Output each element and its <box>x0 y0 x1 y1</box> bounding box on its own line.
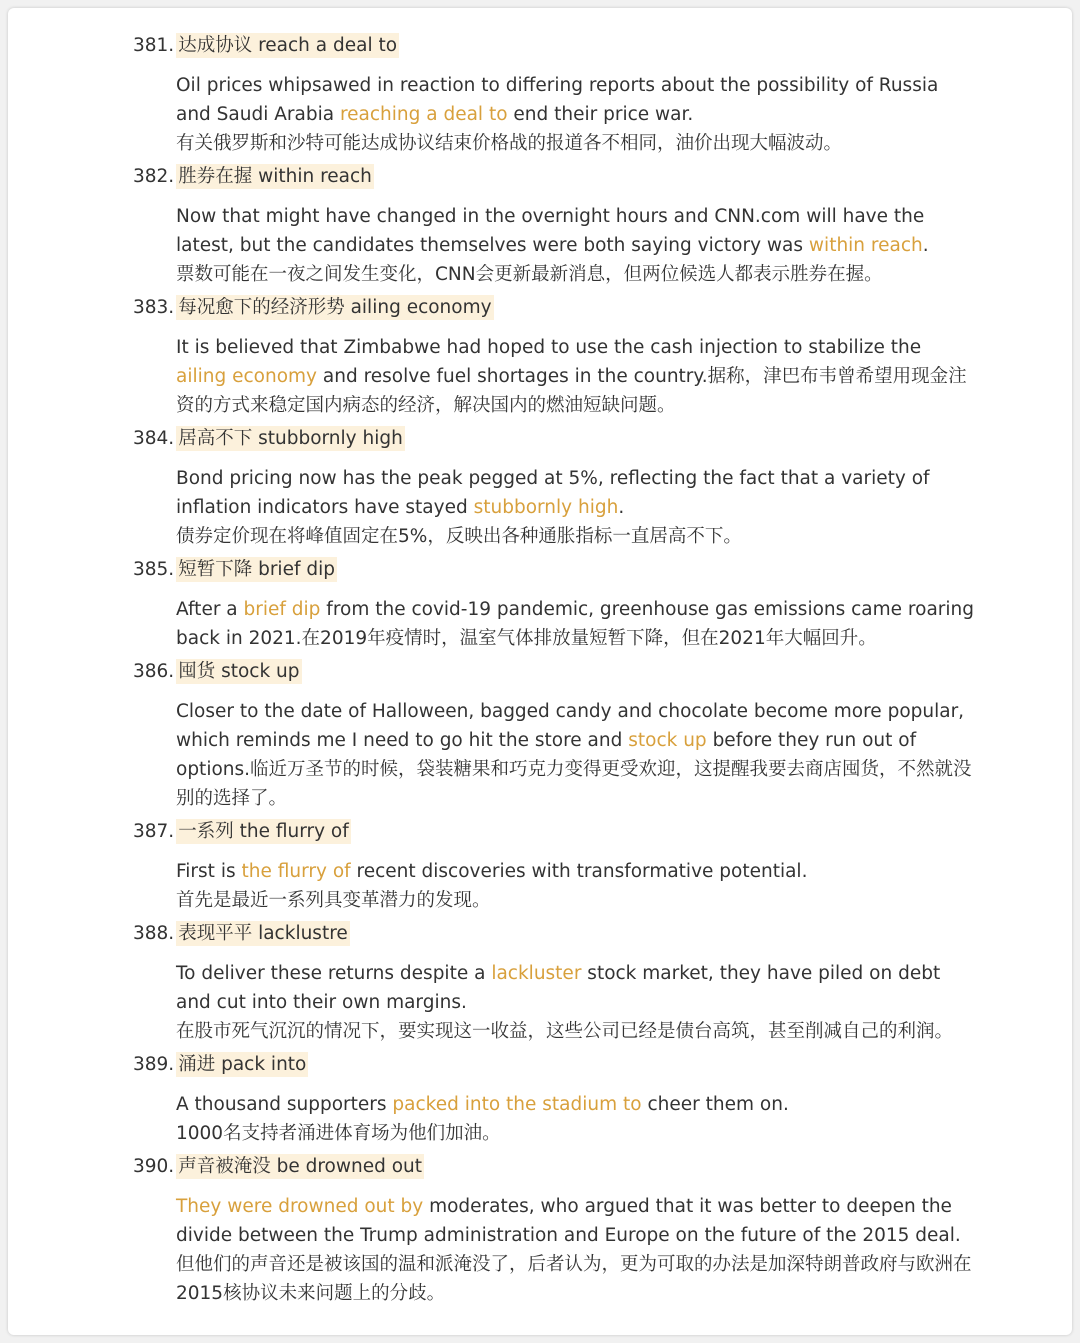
entry-heading <box>8 920 1072 954</box>
entry-term: 短暂下降 brief dip <box>178 559 335 580</box>
vocab-entry <box>8 1051 1072 1148</box>
vocab-entry <box>8 425 1072 551</box>
entry-heading <box>8 425 1072 459</box>
entry-body <box>8 333 976 420</box>
entry-body <box>8 71 976 158</box>
chinese-translation: 在股市死气沉沉的情况下，要实现这一收益，这些公司已经是债台高筑，甚至削减自己的利润。 <box>176 1021 954 1042</box>
entry-body <box>8 697 976 813</box>
entry-term: 表现平平 lacklustre <box>178 923 348 944</box>
example-sentence <box>176 464 976 522</box>
entry-number: 383. <box>133 297 175 318</box>
chinese-translation: 1000名支持者涌进体育场为他们加油。 <box>176 1123 501 1144</box>
entry-number: 388. <box>133 923 175 944</box>
sentence-text: end their price war. <box>507 104 694 125</box>
entry-number: 389. <box>133 1054 175 1075</box>
entry-heading <box>8 32 1072 66</box>
entry-heading <box>8 658 1072 692</box>
entry-term: 胜券在握 within reach <box>178 166 372 187</box>
highlighted-phrase: the flurry of <box>241 861 351 882</box>
entry-number: 390. <box>133 1156 175 1177</box>
entry-body <box>8 1192 976 1308</box>
sentence-text: . <box>922 235 929 256</box>
example-sentence <box>176 333 976 420</box>
highlighted-phrase: reaching a deal to <box>339 104 508 125</box>
example-sentence <box>176 959 976 1017</box>
entry-body <box>8 464 976 551</box>
highlighted-phrase: stubbornly high <box>473 497 619 518</box>
sentence-text: Closer to the date of Halloween, bagged candy and chocolate become more popular, which reminds me I need to go hit the store and <box>176 701 965 751</box>
example-sentence <box>176 202 976 260</box>
entry-heading <box>8 294 1072 328</box>
sentence-text: and resolve fuel shortages in the country.据称，津巴布韦曾希望用现金注资的方式来稳定国内病态的经济，解决国内的燃油短缺问题。 <box>176 366 967 416</box>
vocab-entry <box>8 658 1072 813</box>
entry-body <box>8 959 976 1046</box>
sentence-text: moderates, who argued that it was better to deepen the divide between the Trump administration and Europe on the future of the 2015 deal.但他们的声音还是被该国的温和派淹没了，后者认为，更为可取的办法是加深特朗普政府与欧洲在2015核协议未来问题上的分歧。 <box>176 1196 972 1304</box>
sentence-text: It is believed that Zimbabwe had hoped to use the cash injection to stabilize the <box>176 337 922 358</box>
vocab-entry <box>8 1153 1072 1308</box>
example-sentence <box>176 697 976 813</box>
sentence-text: A thousand supporters <box>176 1094 393 1115</box>
sentence-text: stock market, they have piled on debt and cut into their own margins. <box>176 963 941 1013</box>
entry-number: 385. <box>133 559 175 580</box>
vocab-entry <box>8 556 1072 653</box>
entry-body <box>8 1090 976 1148</box>
vocab-entry <box>8 32 1072 158</box>
entry-heading <box>8 1153 1072 1187</box>
sentence-text: Oil prices whipsawed in reaction to differing reports about the possibility of Russia and Saudi Arabia <box>176 75 939 125</box>
chinese-translation: 有关俄罗斯和沙特可能达成协议结束价格战的报道各不相同，油价出现大幅波动。 <box>176 133 843 154</box>
example-sentence <box>176 857 976 886</box>
entry-body <box>8 595 976 653</box>
highlighted-phrase: packed into the stadium to <box>392 1094 642 1115</box>
example-sentence <box>176 595 976 653</box>
entry-term: 囤货 stock up <box>178 661 300 682</box>
entry-term: 达成协议 reach a deal to <box>178 35 398 56</box>
document-page <box>8 8 1072 1335</box>
entry-number: 386. <box>133 661 175 682</box>
chinese-translation: 首先是最近一系列具变革潜力的发现。 <box>176 890 491 911</box>
example-sentence <box>176 71 976 129</box>
sentence-text: Bond pricing now has the peak pegged at 5%, reflecting the fact that a variety of inflation indicators have stayed <box>176 468 930 518</box>
sentence-text: cheer them on. <box>641 1094 789 1115</box>
entry-list <box>8 32 1072 1313</box>
sentence-text: To deliver these returns despite a <box>176 963 492 984</box>
entry-heading <box>8 1051 1072 1085</box>
sentence-text: After a <box>176 599 244 620</box>
highlighted-phrase: lackluster <box>491 963 582 984</box>
highlighted-phrase: They were drowned out by <box>176 1196 424 1217</box>
chinese-translation: 票数可能在一夜之间发生变化，CNN会更新最新消息，但两位候选人都表示胜券在握。 <box>176 264 883 285</box>
sentence-text: from the covid-19 pandemic, greenhouse gas emissions came roaring back in 2021.在2019年疫情时，温室气体排放量短暂下降，但在2021年大幅回升。 <box>176 599 975 649</box>
entry-number: 381. <box>133 35 175 56</box>
entry-number: 384. <box>133 428 175 449</box>
entry-heading <box>8 556 1072 590</box>
entry-term: 一系列 the flurry of <box>178 821 349 842</box>
vocab-entry <box>8 818 1072 915</box>
vocab-entry <box>8 163 1072 289</box>
sentence-text: Now that might have changed in the overnight hours and CNN.com will have the latest, but the candidates themselves were both saying victory was <box>176 206 925 256</box>
vocab-entry <box>8 920 1072 1046</box>
sentence-text: before they run out of options.临近万圣节的时候，袋装糖果和巧克力变得更受欢迎，这提醒我要去商店囤货，不然就没别的选择了。 <box>176 730 972 809</box>
entry-number: 382. <box>133 166 175 187</box>
highlighted-phrase: stock up <box>628 730 707 751</box>
sentence-text: . <box>618 497 625 518</box>
entry-heading <box>8 163 1072 197</box>
entry-heading <box>8 818 1072 852</box>
sentence-text: recent discoveries with transformative potential. <box>350 861 808 882</box>
example-sentence <box>176 1192 976 1308</box>
entry-term: 每况愈下的经济形势 ailing economy <box>178 297 492 318</box>
entry-body <box>8 857 976 915</box>
chinese-translation: 债券定价现在将峰值固定在5%，反映出各种通胀指标一直居高不下。 <box>176 526 742 547</box>
sentence-text: First is <box>176 861 242 882</box>
vocab-entry <box>8 294 1072 420</box>
entry-body <box>8 202 976 289</box>
example-sentence <box>176 1090 976 1119</box>
highlighted-phrase: within reach <box>808 235 923 256</box>
entry-term: 涌进 pack into <box>178 1054 307 1075</box>
entry-term: 声音被淹没 be drowned out <box>178 1156 423 1177</box>
highlighted-phrase: ailing economy <box>176 366 317 387</box>
highlighted-phrase: brief dip <box>243 599 321 620</box>
entry-term: 居高不下 stubbornly high <box>178 428 403 449</box>
entry-number: 387. <box>133 821 175 842</box>
